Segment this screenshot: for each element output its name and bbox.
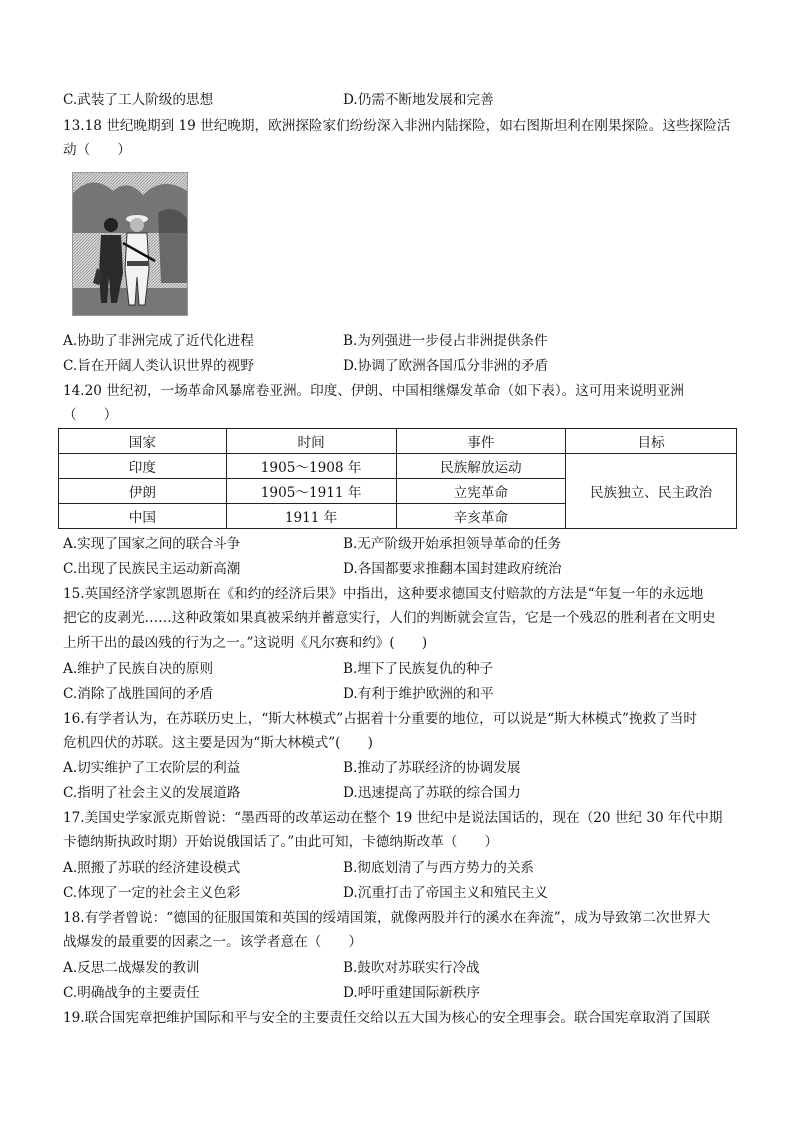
q19-stem-line1: 19.联合国宪章把维护国际和平与安全的主要责任交给以五大国为核心的安全理事会。联合国宪章取消了国联 (63, 1010, 710, 1026)
q15-option-d[interactable]: D.有利于维护欧洲的和平 (343, 686, 494, 702)
table-cell-time: 1905～1911 年 (226, 479, 396, 504)
explorer-engraving-image (73, 173, 187, 315)
q15-stem-line3: 上所干出的最凶残的行为之一。”这说明《凡尔赛和约》( ) (63, 635, 428, 651)
table-cell-country: 印度 (59, 454, 227, 479)
q13-option-c[interactable]: C.旨在开阔人类认识世界的视野 (63, 358, 254, 374)
q17-option-b[interactable]: B.彻底划清了与西方势力的关系 (343, 860, 535, 876)
q17-option-c[interactable]: C.体现了一定的社会主义色彩 (63, 885, 241, 901)
q16-option-d[interactable]: D.迅速提高了苏联的综合国力 (343, 785, 521, 801)
q14-option-a[interactable]: A.实现了国家之间的联合斗争 (63, 536, 241, 552)
q13-stem-line2: 动（ ） (63, 142, 131, 158)
table-cell-country: 中国 (59, 504, 227, 529)
table-cell-time: 1911 年 (226, 504, 396, 529)
q15-option-b[interactable]: B.埋下了民族复仇的种子 (343, 661, 494, 677)
table-header-row (59, 429, 737, 454)
q14-option-d[interactable]: D.各国都要求推翻本国封建政府统治 (343, 561, 562, 577)
q18-option-d[interactable]: D.呼吁重建国际新秩序 (343, 985, 481, 1001)
table-cell-event: 辛亥革命 (396, 504, 566, 529)
q15-stem-line1: 15.英国经济学家凯恩斯在《和约的经济后果》中指出，这种要求德国支付赔款的方法是“年复一年的永远地 (63, 586, 704, 602)
table-header-time: 时间 (226, 429, 396, 454)
table-cell-goal: 民族独立、民主政治 (566, 454, 737, 529)
table-header-event: 事件 (396, 429, 566, 454)
q16-option-a[interactable]: A.切实维护了工农阶层的利益 (63, 760, 241, 776)
table-header-goal: 目标 (566, 429, 737, 454)
q16-stem-line2: 危机四伏的苏联。这主要是因为“斯大林模式”( ) (63, 735, 373, 751)
table-cell-country: 伊朗 (59, 479, 227, 504)
q18-option-a[interactable]: A.反思二战爆发的教训 (63, 960, 200, 976)
table-cell-event: 民族解放运动 (396, 454, 566, 479)
q14-option-c[interactable]: C.出现了民族民主运动新高潮 (63, 561, 241, 577)
q18-stem-line1: 18.有学者曾说：“德国的征服国策和英国的绥靖国策，就像两股并行的溪水在奔流”，成为导致第二次世界大 (63, 910, 711, 926)
q15-option-c[interactable]: C.消除了战胜国间的矛盾 (63, 686, 214, 702)
q15-option-a[interactable]: A.维护了民族自决的原则 (63, 661, 214, 677)
q12-option-c[interactable]: C.武装了工人阶级的思想 (63, 92, 214, 108)
q17-stem-line1: 17.美国史学家派克斯曾说：“墨西哥的改革运动在整个 19 世纪中是说法国话的，现在（20 世纪 30 年代中期 (63, 810, 723, 826)
q16-option-b[interactable]: B.推动了苏联经济的协调发展 (343, 760, 521, 776)
q16-option-c[interactable]: C.指明了社会主义的发展道路 (63, 785, 241, 801)
q15-stem-line2: 把它的皮剥光……这种政策如果真被采纳并蓄意实行，人们的判断就会宣告，它是一个残忍的胜利者在文明史 (63, 610, 716, 626)
q17-option-a[interactable]: A.照搬了苏联的经济建设模式 (63, 860, 241, 876)
q17-stem-line2: 卡德纳斯执政时期）开始说俄国话了。”由此可知，卡德纳斯改革（ ） (63, 834, 499, 850)
q17-option-d[interactable]: D.沉重打击了帝国主义和殖民主义 (343, 885, 549, 901)
q13-option-b[interactable]: B.为列强进一步侵占非洲提供条件 (343, 333, 548, 349)
q18-stem-line2: 战爆发的最重要的因素之一。该学者意在（ ） (63, 934, 363, 950)
revolution-table (58, 428, 737, 529)
q14-option-b[interactable]: B.无产阶级开始承担领导革命的任务 (343, 536, 562, 552)
q18-option-c[interactable]: C.明确战争的主要责任 (63, 985, 200, 1001)
q18-option-b[interactable]: B.鼓吹对苏联实行冷战 (343, 960, 480, 976)
q13-option-d[interactable]: D.协调了欧洲各国瓜分非洲的矛盾 (343, 358, 549, 374)
q14-stem-line2: （ ） (63, 407, 118, 423)
q13-option-a[interactable]: A.协助了非洲完成了近代化进程 (63, 333, 254, 349)
table-cell-time: 1905～1908 年 (226, 454, 396, 479)
q14-stem-line1: 14.20 世纪初，一场革命风暴席卷亚洲。印度、伊朗、中国相继爆发革命（如下表）。这可用来说明亚洲 (63, 383, 684, 399)
table-cell-event: 立宪革命 (396, 479, 566, 504)
q13-stem-line1: 13.18 世纪晚期到 19 世纪晚期，欧洲探险家们纷纷深入非洲内陆探险，如右图斯坦利在刚果探险。这些探险活 (63, 118, 731, 134)
q12-option-d[interactable]: D.仍需不断地发展和完善 (343, 92, 494, 108)
table-header-country: 国家 (59, 429, 227, 454)
table-row (59, 454, 737, 479)
q16-stem-line1: 16.有学者认为，在苏联历史上，“斯大林模式”占据着十分重要的地位，可以说是“斯大林模式”挽救了当时 (63, 711, 697, 727)
stanley-congo-photo (72, 172, 188, 316)
